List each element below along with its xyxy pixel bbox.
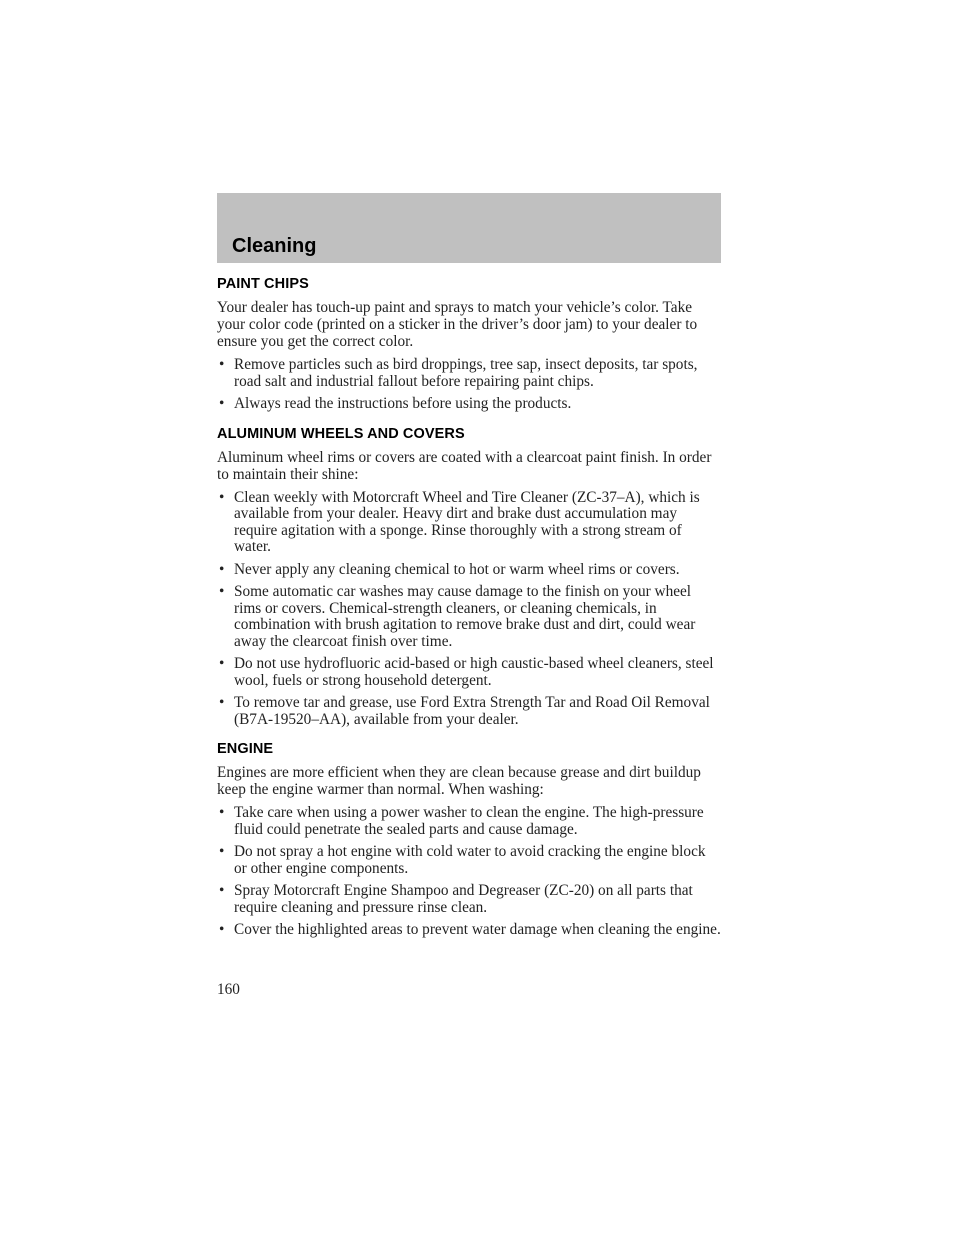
section-paint-chips	[217, 276, 721, 413]
list-item-text: Do not use hydrofluoric acid-based or high caustic-based wheel cleaners, steel wool, fuels or strong household detergent.	[234, 655, 714, 689]
bullet-icon: •	[219, 488, 225, 506]
list-item	[217, 562, 721, 579]
list-item	[217, 584, 721, 650]
section-intro: Aluminum wheel rims or covers are coated with a clearcoat paint finish. In order to maintain their shine:	[217, 448, 712, 483]
list-item	[217, 490, 721, 556]
chapter-header-bar	[217, 193, 721, 263]
section-intro: Your dealer has touch-up paint and sprays to match your vehicle’s color. Take your color code (printed on a sticker in the driver’s door jam) to your dealer to ensure you get the correct color.	[217, 299, 698, 350]
list-item-text: Do not spray a hot engine with cold water to avoid cracking the engine block or other engine components.	[234, 843, 706, 877]
bullet-list	[217, 805, 721, 939]
bullet-icon: •	[219, 843, 225, 860]
section-engine	[217, 741, 721, 939]
list-item-text: Take care when using a power washer to clean the engine. The high-pressure fluid could penetrate the sealed parts and cause damage.	[234, 804, 704, 838]
bullet-icon: •	[219, 583, 225, 600]
list-item	[217, 844, 721, 877]
list-item	[217, 656, 721, 689]
section-heading: PAINT CHIPS	[217, 276, 309, 292]
bullet-icon: •	[219, 882, 225, 899]
section-heading: ENGINE	[217, 741, 274, 757]
list-item	[217, 883, 721, 916]
list-item	[217, 695, 721, 728]
section-aluminum-wheels	[217, 426, 721, 729]
bullet-icon: •	[219, 921, 225, 938]
page-content	[217, 276, 721, 952]
list-item-text: Spray Motorcraft Engine Shampoo and Degreaser (ZC-20) on all parts that require cleaning and pressure rinse clean.	[234, 882, 693, 916]
section-heading: ALUMINUM WHEELS AND COVERS	[217, 425, 465, 442]
bullet-icon: •	[219, 655, 225, 672]
list-item	[217, 805, 721, 838]
list-item-text: Never apply any cleaning chemical to hot or warm wheel rims or covers.	[234, 560, 680, 578]
bullet-icon: •	[219, 694, 225, 711]
list-item	[217, 357, 721, 390]
list-item-text: Clean weekly with Motorcraft Wheel and Tire Cleaner (ZC-37–A), which is available from your dealer. Heavy dirt and brake dust accumulation may require agitation with a sponge. Rinse thoroughly with a strong stream of water.	[234, 488, 700, 555]
section-intro: Engines are more efficient when they are clean because grease and dirt buildup keep the engine warmer than normal. When washing:	[217, 764, 701, 798]
bullet-icon: •	[219, 395, 225, 412]
list-item-text: Remove particles such as bird droppings, tree sap, insect deposits, tar spots, road salt and industrial fallout before repairing paint chips.	[234, 356, 698, 390]
bullet-icon: •	[219, 804, 225, 821]
chapter-title: Cleaning	[232, 235, 317, 257]
bullet-icon: •	[219, 356, 225, 373]
list-item-text: Cover the highlighted areas to prevent water damage when cleaning the engine.	[234, 921, 721, 938]
page-number: 160	[217, 981, 240, 998]
bullet-icon: •	[219, 560, 225, 578]
list-item-text: Always read the instructions before using the products.	[234, 395, 572, 412]
list-item-text: To remove tar and grease, use Ford Extra Strength Tar and Road Oil Removal (B7A-19520–AA), available from your dealer.	[234, 694, 710, 728]
bullet-list	[217, 357, 721, 413]
list-item	[217, 922, 721, 939]
list-item-text: Some automatic car washes may cause damage to the finish on your wheel rims or covers. Chemical-strength cleaners, or cleaning chemicals, in combination with brush agitation to remove brake dust and dirt, could wear away the clearcoat finish over time.	[234, 583, 696, 650]
bullet-list	[217, 490, 721, 729]
list-item	[217, 396, 721, 413]
